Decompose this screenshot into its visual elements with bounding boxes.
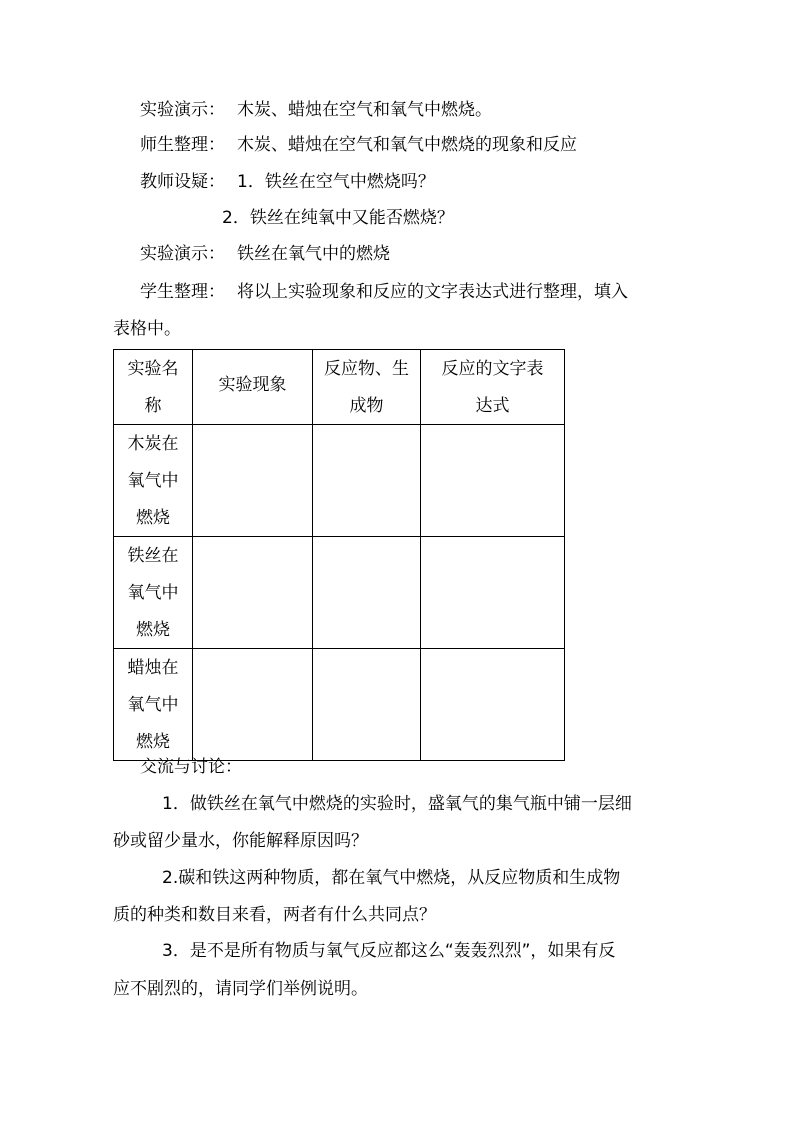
expression-cell[interactable]	[421, 537, 565, 649]
header-text-line: 达式	[475, 396, 510, 416]
cell-text-line: 氧气中	[127, 583, 179, 603]
table-row	[114, 425, 565, 537]
header-text-line: 实验名	[127, 359, 179, 379]
header-text-line: 反应物、生	[324, 359, 409, 379]
cell-text-line: 燃烧	[136, 620, 170, 640]
intro-line-4	[222, 207, 454, 229]
cell-text-line: 燃烧	[136, 732, 170, 752]
intro-line-7	[113, 318, 181, 340]
header-text-line: 称	[144, 396, 162, 416]
line-label: 实验演示：	[140, 244, 225, 264]
line-text: 木炭、蜡烛在空气和氧气中燃烧的现象和反应	[237, 135, 577, 155]
table-header-row	[114, 350, 565, 425]
question-3-line-2: 应不剧烈的，请同学们举例说明。	[113, 979, 368, 999]
header-phenomenon	[193, 350, 313, 425]
cell-text-line: 氧气中	[127, 695, 179, 715]
line-label: 教师设疑：	[140, 172, 225, 192]
phenomenon-cell[interactable]	[193, 425, 313, 537]
question-2-line-1: 2.碳和铁这两种物质，都在氧气中燃烧，从反应物质和生成物	[162, 868, 621, 888]
cell-text-line: 木炭在	[127, 434, 179, 454]
experiment-name-cell	[114, 425, 193, 537]
line-text: 表格中。	[113, 319, 181, 339]
line-label: 实验演示：	[140, 100, 225, 120]
experiment-table	[113, 349, 565, 761]
phenomenon-cell[interactable]	[193, 649, 313, 761]
line-text: 木炭、蜡烛在空气和氧气中燃烧。	[237, 100, 492, 120]
phenomenon-cell[interactable]	[193, 537, 313, 649]
line-text: 将以上实验现象和反应的文字表达式进行整理，填入	[237, 282, 628, 302]
cell-text-line: 氧气中	[127, 471, 179, 491]
question-1-line-1: 1．做铁丝在氧气中燃烧的实验时，盛氧气的集气瓶中铺一层细	[162, 794, 632, 814]
header-text-line: 成物	[349, 396, 384, 416]
question-3-line-1: 3．是不是所有物质与氧气反应都这么“轰轰烈烈”，如果有反	[162, 941, 616, 961]
intro-line-2	[140, 134, 577, 156]
line-text: 2．铁丝在纯氧中又能否燃烧？	[222, 208, 454, 228]
table-row	[114, 537, 565, 649]
experiment-name-cell	[114, 537, 193, 649]
cell-text-line: 蜡烛在	[127, 658, 179, 678]
question-2-line-2: 质的种类和数目来看，两者有什么共同点？	[113, 905, 436, 925]
header-word-expression	[421, 350, 565, 425]
line-text: 1．铁丝在空气中燃烧吗？	[237, 172, 435, 192]
experiment-name-cell	[114, 649, 193, 761]
intro-line-3	[140, 171, 435, 193]
header-text-line: 实验现象	[218, 375, 287, 395]
expression-cell[interactable]	[421, 649, 565, 761]
header-experiment-name	[114, 350, 193, 425]
reactants-cell[interactable]	[313, 425, 421, 537]
line-label: 师生整理：	[140, 135, 225, 155]
cell-text-line: 铁丝在	[127, 546, 179, 566]
intro-line-6	[140, 281, 628, 303]
intro-line-5	[140, 243, 390, 265]
line-text: 铁丝在氧气中的燃烧	[237, 244, 390, 264]
table-row	[114, 649, 565, 761]
question-1-line-2: 砂或留少量水，你能解释原因吗？	[113, 831, 368, 851]
header-text-line: 反应的文字表	[441, 359, 544, 379]
line-label: 学生整理：	[140, 282, 225, 302]
reactants-cell[interactable]	[313, 537, 421, 649]
expression-cell[interactable]	[421, 425, 565, 537]
intro-line-1	[140, 99, 492, 121]
cell-text-line: 燃烧	[136, 508, 170, 528]
reactants-cell[interactable]	[313, 649, 421, 761]
discussion-heading: 交流与讨论：	[140, 757, 242, 777]
header-reactants-products	[313, 350, 421, 425]
